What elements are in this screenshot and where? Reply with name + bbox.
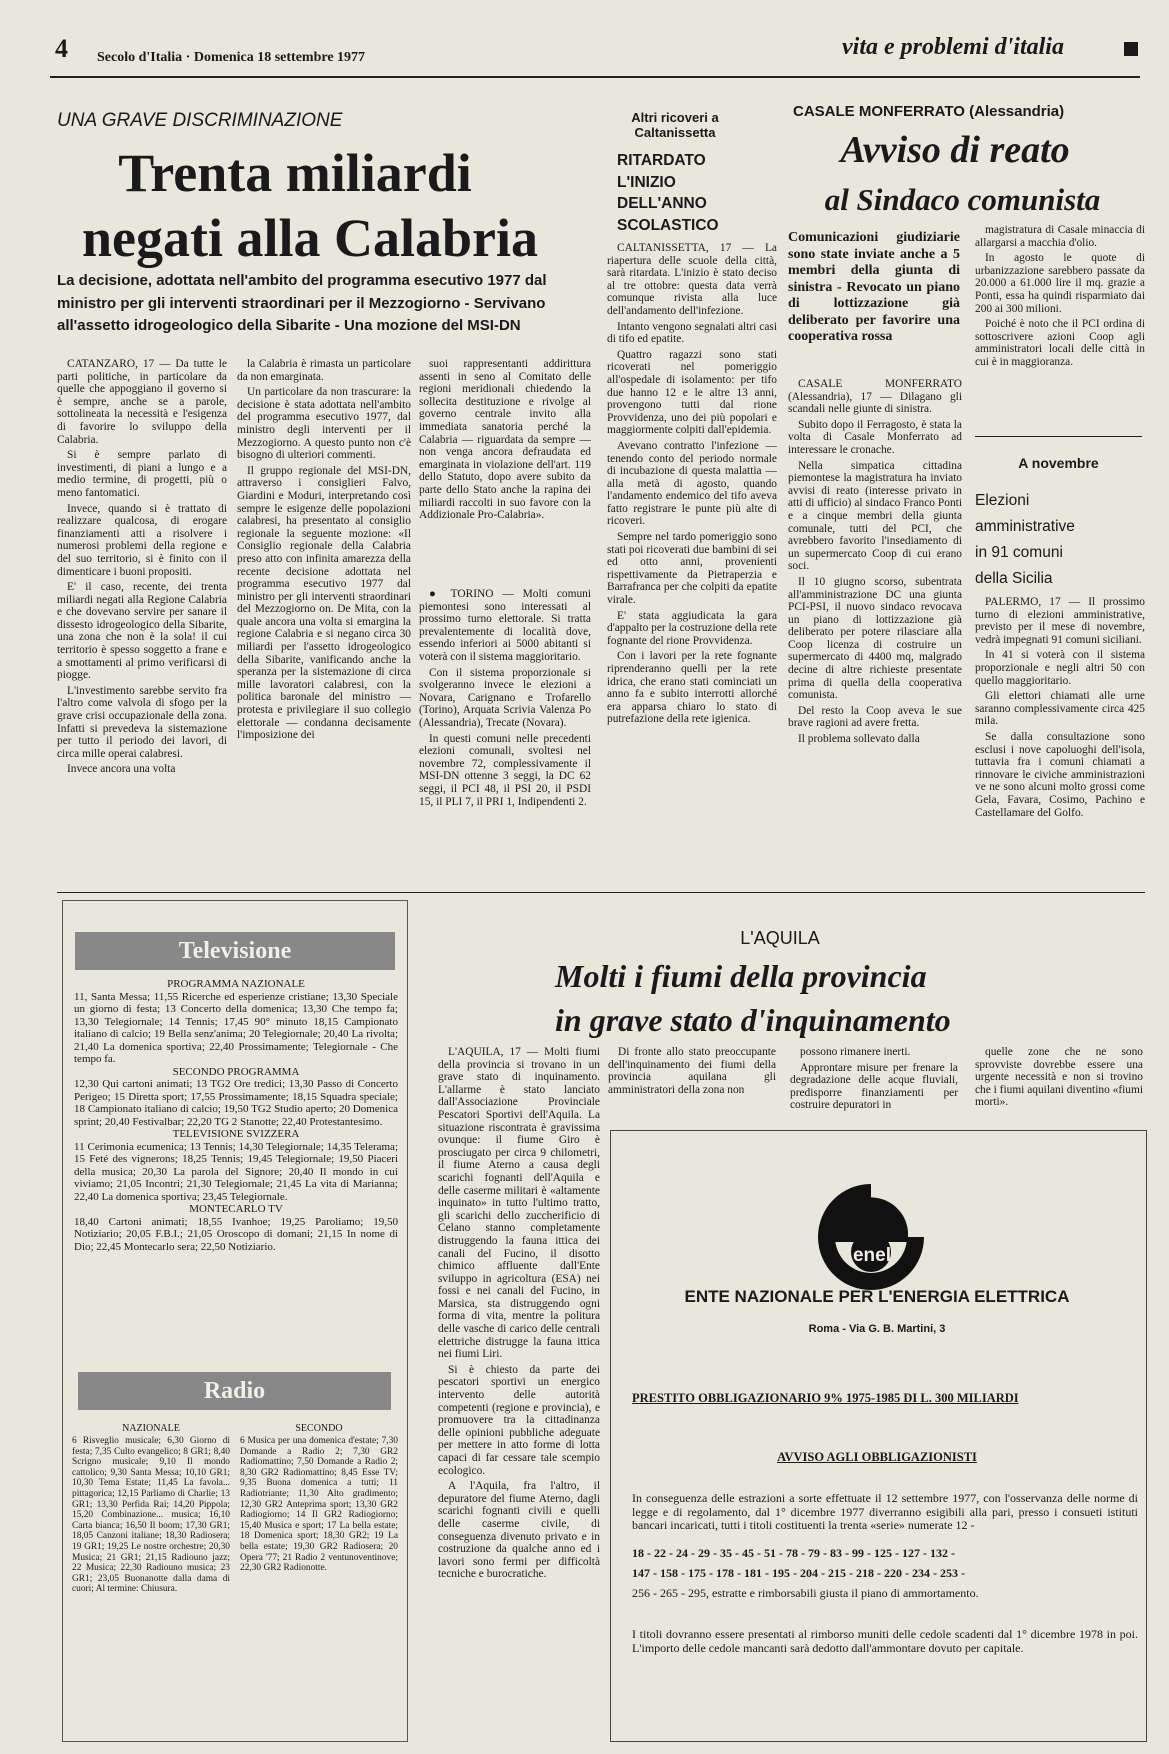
headline-line: DELL'ANNO <box>617 195 707 212</box>
paragraph: Un particolare da non trascurare: la decisione è stata adottata nell'ambito del programma esecutivo 1977, dal ministro degli interventi per il Mezzogiorno. A questo punto non c'è bisogno di ulteriori commenti. <box>237 386 411 462</box>
sicilia-rule <box>975 436 1142 437</box>
masthead-date: Secolo d'Italia · Domenica 18 settembre 1977 <box>97 50 366 65</box>
page-number: 4 <box>55 34 68 63</box>
paragraph: Il gruppo regionale del MSI-DN, attraverso i consiglieri Falvo, Giardini e Moduri, interpretando così sempre le esigenze delle popolazioni calabresi, ha presentato al consiglio regionale la seguente mozione: «Il Consiglio regionale della Calabria preso atto con infinita amarezza della recente decisione adottata nel programma esecutivo 1977 dal ministro per gli interventi straordinari del Mezzogiorno on. De Mita, con la quale ancora una volta si emargina la regione Calabria e si negano circa 30 miliardi per l'assetto idrogeologico della Sibarite, vanificando anche la speranza per la sistemazione di circa mille lavoratori calabresi, con la politica baronale del ministro — protesta e privilegiare il suo collegio elettorale — condanna decisamente l'imposizione dei <box>237 464 411 742</box>
casale-deck: Comunicazioni giudiziarie sono state inviate anche a 5 membri della giunta di sinistra - Revocato un piano di lottizzazione già deliberato per favorire una cooperativa rossa <box>788 230 960 344</box>
enel-address: Roma - Via G. B. Martini, 3 <box>808 1323 946 1335</box>
paragraph: quelle zone che ne sono sprovviste dovrebbe essere una urgente necessità e non si trovino che i fiumi aquilani diventino «fiumi morti». <box>975 1046 1143 1109</box>
lead-column-3 <box>419 358 591 580</box>
enel-body-1: In conseguenza delle estrazioni a sorte effettuate il 12 settembre 1977, con l'osservanza delle norme di legge e di regolamento, dal 1° dicembre 1977 diverranno esigibili alla pari, presso i consueti istituti bancari incaricati, tutti i titoli costituenti la trenta «serie» numerate 12 - <box>632 1491 1138 1532</box>
sicilia-body <box>975 596 1145 888</box>
lead-column-2 <box>237 358 411 890</box>
paragraph: Gli elettori chiamati alle urne saranno complessivamente circa 425 mila. <box>975 690 1145 728</box>
paragraph: L'investimento sarebbe servito fra l'altro come valvola di sfogo per la grave crisi occupazionale della zona. Infatti si prevedeva la sistemazione per tutto il periodo dei lavori, di circa mille operai calabresi. <box>57 684 227 760</box>
casale-title-line2: al Sindaco comunista <box>824 182 1101 217</box>
tv-listings <box>74 978 398 1350</box>
headline-line: SCOLASTICO <box>617 216 719 234</box>
paragraph: Quattro ragazzi sono stati ricoverati nel pomeriggio all'ospedale di isolamento: per tifo due hanno 12 e le altre 13 anni, provengono tutti dal rione Provvidenza, uno dei più popolari e maggiormente colpiti dall'epidemia. <box>607 348 777 437</box>
paragraph: suoi rappresentanti addirittura assenti in seno al Comitato delle regioni meridionali chiedendo la sollecita destituzione e rivolge al governo centrale invito alla immediata sanatoria perché la Calabria — riguardata da sempre — non venga ancora defraudata ed emarginata in violazione dell'art. 119 dello Statuto, dopo avere subito da parte dello Stato anche la rapina dei miliardi raccolti in suo favore con la Addizionale Pro-Calabria». <box>419 358 591 522</box>
middle-rule <box>57 892 1145 893</box>
paragraph: Del resto la Coop aveva le sue brave ragioni ad avere fretta. <box>788 704 962 730</box>
paragraph: E' il caso, recente, dei trenta miliardi negati alla Regione Calabria e che dovevano servire per sanare il dissesto idrogeologico della Sibarite, una zona che non è la sola! il cui territorio è spesso soggetto a frane e a smottamenti al primo verificarsi di piogge. <box>57 581 227 682</box>
paragraph: Subito dopo il Ferragosto, è stata la volta di Casale Monferrato ad interessare le cronache. <box>788 418 962 456</box>
tv-banner: Televisione <box>75 932 395 970</box>
paragraph: In questi comuni nelle precedenti elezioni comunali, svoltesi nel novembre 72, complessivamente il MSI-DN ottenne 3 seggi, la DC 62 seggi, il PCI 48, il PSI 20, il PSDI 15, il PLI 7, il PRI 1, Indipendenti 2. <box>419 732 591 808</box>
paragraph: Nella simpatica cittadina piemontese la magistratura ha inviato avvisi di reato (interesse privato in atti di ufficio) al sindaco Franco Ponti e a cinque membri della giunta comunale, tutti del PCI, che avrebbero favorito l'insediamento di un supermercato Coop di cui erano soci. <box>788 459 962 573</box>
enel-body-2: I titoli dovranno essere presentati al rimborso muniti delle cedole scadenti dal 1° dicembre 1978 in poi. L'importo delle cedole mancanti sarà dedotto dall'ammontare dovuto per capitale. <box>632 1627 1138 1655</box>
enel-logo-text: enel <box>852 1245 892 1266</box>
paragraph: Avevano contratto l'infezione — tenendo conto del periodo normale di incubazione di questa malattia — alla metà di agosto, quando l'andamento endemico del tifo aveva fatto registrare le punte più alte di ricoveri. <box>607 439 777 528</box>
headline-line: Elezioni <box>975 492 1030 509</box>
paragraph: Poiché è noto che il PCI ordina di sottoscrivere azioni Coop agli amministratori locali delle città in cui è in maggioranza. <box>975 318 1145 368</box>
paragraph: Invece ancora una volta <box>67 763 176 776</box>
paragraph: Con i lavori per la rete fognante riprenderanno quelli per la rete idrica, che erano stati cominciati un anno fa e subito interrotti allorché era apparsa chiaro lo stato di putrefazione della rete igienica. <box>607 650 777 726</box>
tv-section-heading: MONTECARLO TV <box>189 1203 283 1215</box>
tv-section-text: 11 Cerimonia ecumenica; 13 Tennis; 14,30 Telegiornale; 14,35 Telerama; 15 Feté des vignerons; 18,25 Tennis; 19,45 Telegiornale; 19,50 Piaceri della musica; 20,30 La parola del Signore; 20,40 Il mondo in cui viviamo; 21,05 Incontri; 21,30 Telegiornale; 21,45 La vita di Marianna; 22,40 La domenica sportiva; 23,45 Telegiornale. <box>74 1140 398 1203</box>
section-square-icon <box>1124 42 1138 56</box>
sicilia-kicker: A novembre <box>1018 455 1099 471</box>
paragraph: Il 10 giugno scorso, subentrata all'amministrazione DC una giunta PCI-PSI, il nuovo sindaco revocava un piano di lottizzazione già deliberato per potere rilasciare alla Coop licenza di costruire un supermercato di 4400 mq, malgrado decine di altre richieste presentate prima di quella della cooperativa comunista. <box>788 575 962 702</box>
section-title: vita e problemi d'italia <box>842 34 1064 60</box>
aquila-kicker: L'AQUILA <box>740 928 820 948</box>
headline-line: in 91 comuni <box>975 544 1063 561</box>
radio-heading-secondo: SECONDO <box>295 1423 343 1434</box>
radio-listing: 6 Risveglio musicale; 6,30 Giorno di festa; 7,35 Culto evangelico; 8 GR1; 8,40 Scrigno musicale; 9,10 Il mondo cattolico; 9,30 Santa Messa; 10,10 GR1; 10,30 Tema Estate; 11,45 La favola... pittagorica; 12,15 Parliamo di Charlie; 13 GR1; 13,30 Perfida Rai; 14,20 Pippola; 15,20 Combinazione... musica; 16,10 Carta bianca; 16,50 Il boom; 17,30 GR1; 18,05 Canzoni italiane; 18,30 Radiosera; 19 GR1; 19,25 Le nostre orchestre; 20,30 Musica; 21 GR1; 21,15 Radiouno jazz; 22 Musica; 22,30 Radiouno musica; 23 GR1; 23,05 Buonanotte dalla dama di cuori; Al termine: Chiusura. <box>72 1436 230 1595</box>
radio-listing: 6 Musica per una domenica d'estate; 7,30 Domande a Radio 2; 7,30 GR2 Radiomattino; 7,50 Domande a Radio 2; 8,30 GR2 Radiomattino; 8,45 Esse TV; 9,35 Buona domenica a tutti; 11 Radiotriante; 11,30 Alto gradimento; 12,30 GR2 Anteprima sport; 13,30 GR2 Radiogiorno; 14 Il GR2 Radiogiorno; 15,40 Musica e sport; 17 La bella estate; 18 Domenica sport; 18,30 GR2; 19 La bella estate; 19,30 GR2 Radiosera; 20 Opera '77; 21 Radio 2 ventunoventinove; 22,30 GR2 Radionotte. <box>240 1436 398 1574</box>
aquila-column-4 <box>975 1046 1143 1116</box>
caltanissetta-body <box>607 242 777 888</box>
enel-notice-title: AVVISO AGLI OBBLIGAZIONISTI <box>777 1450 977 1464</box>
headline-line: L'INIZIO <box>617 173 676 191</box>
caltanissetta-headline <box>617 150 757 236</box>
caltanissetta-kicker: Altri ricoveri a Caltanissetta <box>631 110 719 140</box>
paragraph: PALERMO, 17 — Il prossimo turno di elezioni amministrative, previsto per il mese di novembre, vedrà impegnati 91 comuni siciliani. <box>975 596 1145 646</box>
tv-section-text: 12,30 Qui cartoni animati; 13 TG2 Ore tredici; 13,30 Passo di Concerto Perigeo; 15 Diretta sport; 17,55 Prossimamente; 18,15 Squadra speciale; 18 Campionato italiano di calcio; 19,50 TG2 Studio aperto; 20 Domenica sprint; 20,40 Festivalbar; 22,20 TG 2 Stanotte; 22,40 Protestantesimo. <box>74 1078 398 1128</box>
lead-subtitle: La decisione, adottata nell'ambito del programma esecutivo 1977 dal ministro per gli interventi straordinari per il Mezzogiorno - Servivano all'assetto idrogeologico della Sibarite - Una mozione del MSI-DN <box>57 272 547 334</box>
lead-column-1 <box>57 358 227 890</box>
header-rule <box>50 76 1140 78</box>
tv-section-text: 11, Santa Messa; 11,55 Ricerche ed esperienze cristiane; 13,30 Speciale un giorno di festa; 13 Concerto della domenica; 13,30 Che tempo fa; 13,30 Telegiornale; 14 Tennis; 17,45 90° minuto 18,15 Campionato italiano di calcio; 19 Bella senz'anima; 20 Telegiornale; 20,40 La rivolta; 21,40 La domenica sportiva; 22,40 Prossimamente; Telegiornale - Che tempo fa. <box>74 990 398 1065</box>
paragraph: Approntare misure per frenare la degradazione delle acque fluviali, predisporre finanziamenti per costruire depuratori in <box>790 1061 958 1112</box>
paragraph: Di fronte allo stato preoccupante dell'inquinamento dei fiumi della provincia aquilana gli amministratori della zona non <box>608 1046 776 1096</box>
paragraph: la Calabria è rimasta un particolare da non emarginata. <box>237 358 411 383</box>
paragraph: In agosto le quote di urbanizzazione sarebbero passate da 20.000 a 61.000 lire il mq. grazie a Ponti, essa ha quindi risparmiato dai 200 ai 300 milioni. <box>975 252 1145 315</box>
casale-column-2 <box>975 224 1145 424</box>
radio-column-secondo <box>240 1436 398 1734</box>
paragraph: ● TORINO — Molti comuni piemontesi sono interessati al prossimo turno elettorale. Si tratta prevalentemente di località dove, essendo inferiori ai 5000 abitanti si voterà con il sistema maggioritario. <box>419 588 591 663</box>
paragraph: Se dalla consultazione sono esclusi i nove capoluoghi dell'isola, tuttavia fra i comuni chiamati a rinnovare le civiche amministrazioni ve ne sono alcuni molto grossi come Gela, Favara, Cosimo, Pachino e Castellamare del Golfo. <box>975 730 1145 819</box>
enel-series-row-2: 147 - 158 - 175 - 178 - 181 - 195 - 204 - 215 - 218 - 220 - 234 - 253 - <box>632 1566 965 1580</box>
paragraph: Con il sistema proporzionale si svolgeranno invece le elezioni a Novara, Carignano e Trofarello (Torino), Arquata Scrivia Valenza Po (Alessandria), Trecate (Novara). <box>419 666 591 729</box>
paragraph: CALTANISSETTA, 17 — La riapertura delle scuole della città, sarà ritardata. L'inizio è stato deciso al tre ottobre: questa data verrà comunque rivista alla luce dell'andamento dell'infezione. <box>607 242 777 317</box>
enel-loan-title: PRESTITO OBBLIGAZIONARIO 9% 1975-1985 DI L. 300 MILIARDI <box>632 1391 1019 1405</box>
paragraph: L'AQUILA, 17 — Molti fiumi della provincia si trovano in un grave stato di inquinamento. L'allarme è stato lanciato dall'Associazione Provinciale Pescatori Sportivi dell'Aquila. La situazione riscontrata è gravissima ovunque: il fiume Giro è prosciugato per circa 9 chilometri, il fiume Aterno a causa degli scarichi fognanti dell'Aquila e delle caserme militari è «altamente inquinato» in tutto l'ultimo tratto, gli scarichi dello zuccherificio di Celano stanno completamente distruggendo la fauna ittica dei canali del Fucino, il disotto chimico affluente dall'Ente sviluppo in agricoltura (ESA) nei fossi e nei canali del Fucino, in Marsica, sta distruggendo ogni forma di vita, mentre la politura delle vasche di carico delle centrali elettriche distrugge la fauna ittica nei fiumi Liri. <box>438 1046 600 1361</box>
aquila-title-line2: in grave stato d'inquinamento <box>555 1002 951 1038</box>
paragraph: CATANZARO, 17 — Da tutte le parti politiche, in particolare da quelle che appoggiano il governo si è sempre, anche se a parole, sottolineata la necessità e l'esigenza di favorire lo sviluppo della Calabria. <box>57 358 227 446</box>
aquila-column-2 <box>608 1046 776 1116</box>
headline-line: RITARDATO <box>617 152 706 169</box>
casale-title-line1: Avviso di reato <box>840 129 1070 171</box>
casale-kicker: CASALE MONFERRATO (Alessandria) <box>793 103 1065 120</box>
lead-title-line2: negati alla Calabria <box>82 208 538 268</box>
paragraph: Si è chiesto da parte dei pescatori sportivi un energico intervento delle autorità competenti (regione e provincia), e promuovere tra la cittadinanza delle opinioni pubbliche adeguate per mettere in atto forme di lotta capaci di far cessare tale scempio ecologico. <box>438 1363 600 1477</box>
paragraph: Sempre nel tardo pomeriggio sono stati poi ricoverati due bambini di sei ed otto anni, provenienti rispettivamente da Pietraperzia e Barrafranca per che colpiti da epatite virale. <box>607 531 777 607</box>
enel-logo-icon <box>812 1178 930 1296</box>
tv-section-heading: PROGRAMMA NAZIONALE <box>167 978 305 990</box>
radio-banner: Radio <box>78 1372 391 1410</box>
tv-section-text: 18,40 Cartoni animati; 18,55 Ivanhoe; 19,25 Paroliamo; 19,50 Notiziario; 20,05 F.B.I.; 21,05 Oroscopo di domani; 21,15 In nome di Dio; 22,45 Montecarlo sera; 22,50 Notiziario. <box>74 1215 398 1253</box>
tv-section-heading: SECONDO PROGRAMMA <box>172 1065 300 1078</box>
casale-column-1 <box>788 378 962 888</box>
paragraph: Il problema sollevato dalla <box>798 733 920 746</box>
lead-kicker: UNA GRAVE DISCRIMINAZIONE <box>57 110 343 131</box>
paragraph: Si è sempre parlato di investimenti, di piani a lungo e a medio termine, di progetti, più o meno fantomatici. <box>57 449 227 499</box>
paragraph: E' stata aggiudicata la gara d'appalto per la costruzione della rete fognante del rione Provvidenza. <box>607 609 777 647</box>
paragraph: A l'Aquila, fra l'altro, il depuratore del fiume Aterno, dagli scarichi fognanti civili e quelli delle caserme civile, di conseguenza divenuto privato e in costruzione da qualche anno ed i lavori sono fermi per difficoltà tecniche e burocratiche. <box>438 1480 600 1581</box>
paragraph: magistratura di Casale minaccia di allargarsi a macchia d'olio. <box>975 224 1145 249</box>
paragraph: Invece, quando si è trattato di realizzare qualcosa, di erogare finanziamenti atti a risolvere i numerosi problemi della regione e del suo territorio, si è finito con il dimenticare i buoni propositi. <box>57 502 227 578</box>
aquila-title-line1: Molti i fiumi della provincia <box>555 958 927 994</box>
lead-title-line1: Trenta miliardi <box>118 143 472 203</box>
aquila-column-3 <box>790 1046 958 1116</box>
tv-section-heading: TELEVISIONE SVIZZERA <box>172 1128 300 1140</box>
radio-column-nazionale <box>72 1436 230 1734</box>
headline-line: amministrative <box>975 518 1075 535</box>
paragraph: CASALE MONFERRATO (Alessandria), 17 — Dilagano gli scandali nelle giunte di sinistra. <box>788 378 962 416</box>
aquila-column-1 <box>438 1046 600 1740</box>
paragraph: Intanto vengono segnalati altri casi di tifo ed epatite. <box>607 320 777 346</box>
paragraph: possono rimanere inerti. <box>800 1046 911 1058</box>
sicilia-headline <box>975 488 1142 592</box>
radio-heading-nazionale: NAZIONALE <box>122 1423 180 1434</box>
enel-series-row-1: 18 - 22 - 24 - 29 - 35 - 45 - 51 - 78 - 79 - 83 - 99 - 125 - 127 - 132 - <box>632 1546 955 1560</box>
torino-brief <box>419 588 591 888</box>
enel-name: ENTE NAZIONALE PER L'ENERGIA ELETTRICA <box>684 1287 1070 1306</box>
paragraph: In 41 si voterà con il sistema proporzionale e negli altri 50 con quello maggioritario. <box>975 649 1145 687</box>
headline-line: della Sicilia <box>975 570 1053 587</box>
enel-series-row-3: 256 - 265 - 295, estratte e rimborsabili giusta il piano di ammortamento. <box>632 1586 979 1600</box>
